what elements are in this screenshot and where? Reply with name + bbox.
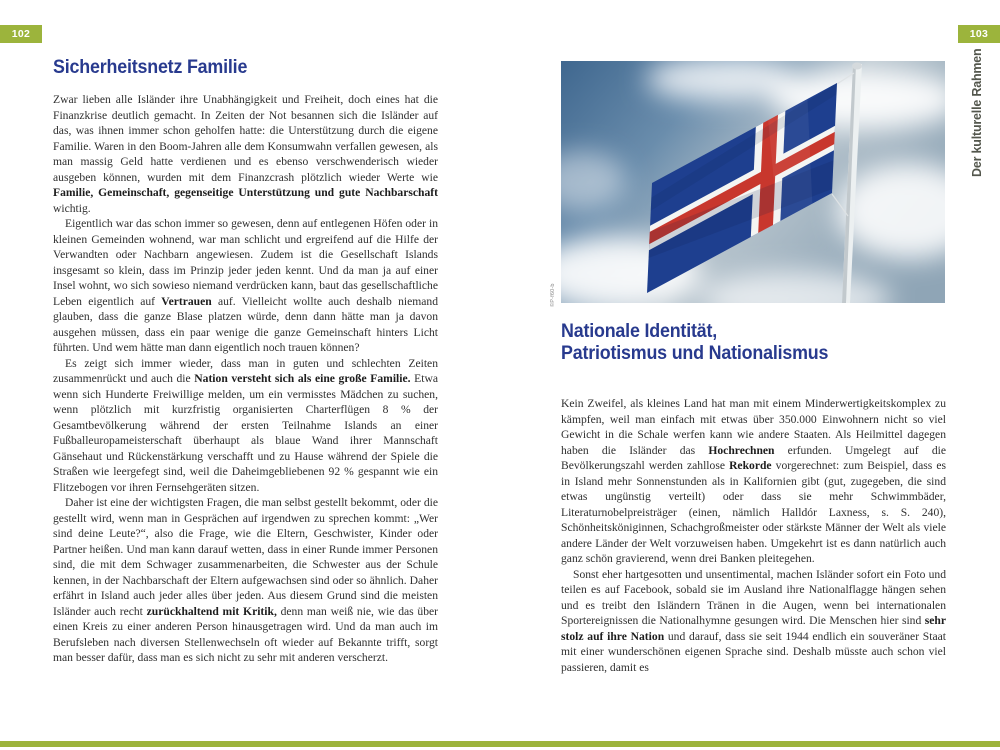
- iceland-flag-photo: [561, 61, 945, 303]
- paragraph: Daher ist eine der wichtigsten Fragen, die man selbst gestellt bekommt, oder die gestellt wird, wenn man in Gesprächen auf irgendwen zu sprechen kommt: „Wer sind deine Leute?“, also die Frage, wie die Eltern, Geschwister, Kinder oder Partner heißen. Und man kann darauf wetten, dass in einer Runde immer Personen sind, die mit dem Schwager zusammenarbeiten, die Schwester aus der Schule kennen, in der Nachbarschaft der Eltern aufgewachsen sind oder so ähnlich. Daher erfährt in Island auch jeder alles über jeden. Aus diesem Grund sind die meisten Isländer auch recht zurückhaltend mit Kritik, denn man weiß nie, wie das über einen Kreis zu einer anderen Person hinausgetragen wird. Und da man auch im Berufsleben nach diversen Stellenwechseln oft wieder auf Bekannte trifft, sorgt man besser dafür, dass man es sich nicht zu sehr mit anderen verscherzt.: [53, 496, 438, 664]
- chapter-tab-label: Der kulturelle Rahmen: [970, 48, 984, 177]
- right-page-heading: [561, 321, 828, 365]
- right-page-body: [561, 396, 946, 675]
- iceland-flag-illustration: [561, 61, 945, 303]
- paragraph: Kein Zweifel, als kleines Land hat man mit einem Minderwertigkeitskomplex zu kämpfen, weil man einfach mit etwas über 350.000 Einwohnern nicht so viel Gewicht in die Schale werfen kann wie andere Staaten. Als Heilmittel dagegen haben die Isländer das Hochrechnen erfunden. Umgelegt auf die Bevölkerungszahl werden zahllose Rekorde vorgerechnet: zum Beispiel, dass es in Island mehr Sonnenstunden als in Kalifornien gibt (gut, zugegeben, die sind etwas ungünstig verteilt) oder dass sie mehr Schwimmbäder, Literaturnobelpreisträger (einen, nämlich Halldór Laxness, s. S. 240), Schönheitsköniginnen, Schachgroßmeister oder stärkste Männer der Welt als viele andere Länder der Welt vorzuweisen haben. Umgekehrt ist es dann natürlich auch ganz schön gravierend, wenn drei Banken pleitegehen.: [561, 397, 946, 565]
- right-heading-line1: Nationale Identität,: [561, 321, 718, 342]
- photo-credit: ©P-f60-b: [550, 283, 556, 307]
- left-page-body: [53, 92, 438, 666]
- page-number-right: 103: [958, 25, 1000, 43]
- right-heading-line2: Patriotismus und Nationalismus: [561, 343, 829, 364]
- bottom-rule: [0, 741, 1000, 747]
- left-page-heading: Sicherheitsnetz Familie: [53, 57, 248, 78]
- page-number-left: 102: [0, 25, 42, 43]
- paragraph: Sonst eher hartgesotten und unsentimental, machen Isländer sofort ein Foto und teilen es auf Facebook, sobald sie im Ausland ihre Nationalflagge hängen sehen und es treibt den Isländern Tränen in die Augen, wenn bei internationalen Sportereignissen die Nationalhymne gesungen wird. Die Menschen hier sind sehr stolz auf ihre Nation und darauf, dass sie seit 1944 endlich ein souveräner Staat mit einer wunderschönen eigenen Sprache sind. Deshalb müsste auch schon viel passieren, damit es: [561, 567, 946, 674]
- paragraph: Es zeigt sich immer wieder, dass man in guten und schlechten Zeiten zusammenrückt und auch die Nation versteht sich als eine große Familie. Etwa wenn sich Hunderte Freiwillige melden, um ein vermisstes Mädchen zu suchen, wenn plötzlich mit kurzfristig organisierten Charterflügen 8 % der Gesamtbevölkerung während der ersten Teilnahme Islands an einer Fußballeuropameisterschaft überhaupt als blaue Wand ihrer Mannschaft Gänsehaut und Rückenstärkung verschafft und zu Hause während der Spiele die Straßen wie leergefegt sind, weil die Daheimgebliebenen 92 % gespannt wie ein Flitzebogen vor ihren Fernsehgeräten sitzen.: [53, 356, 438, 494]
- paragraph: Zwar lieben alle Isländer ihre Unabhängigkeit und Freiheit, doch eines hat die Finanzkrise deutlich gemacht. In Zeiten der Not besannen sich die Isländer auf das, was ihnen immer schon geholfen hatte: die Unterstützung durch die eigene Familie. Waren in den Boom-Jahren alle dem Konsumwahn verfallen gewesen, als man massig Geld hatte verdienen und es ebenso verschwenderisch wieder ausgeben können, wurden mit dem Finanzcrash plötzlich wieder Werte wie Familie, Gemeinschaft, gegenseitige Unterstützung und gute Nachbarschaft wichtig.: [53, 93, 438, 215]
- paragraph: Eigentlich war das schon immer so gewesen, denn auf entlegenen Höfen oder in kleinen Gemeinden wohnend, war man schlicht und ergreifend auf die Hilfe der Verwandten oder Nachbarn angewiesen. Zudem ist die Gesellschaft Islands insgesamt so klein, dass im Prinzip jeder jeden kennt. Und da man ja auf einer Insel wohnt, wo sich sowieso niemand verdrücken kann, baut das gesellschaftliche Leben eigentlich auf Vertrauen auf. Vielleicht wollte auch deshalb niemand glauben, dass die ganze Blase platzen würde, denn dann hätte man ja davon ausgehen müssen, dass ein paar wenige die ganze Gemeinschaft hinters Licht führten. Und wem hätte man dann eigentlich noch trauen können?: [53, 217, 438, 354]
